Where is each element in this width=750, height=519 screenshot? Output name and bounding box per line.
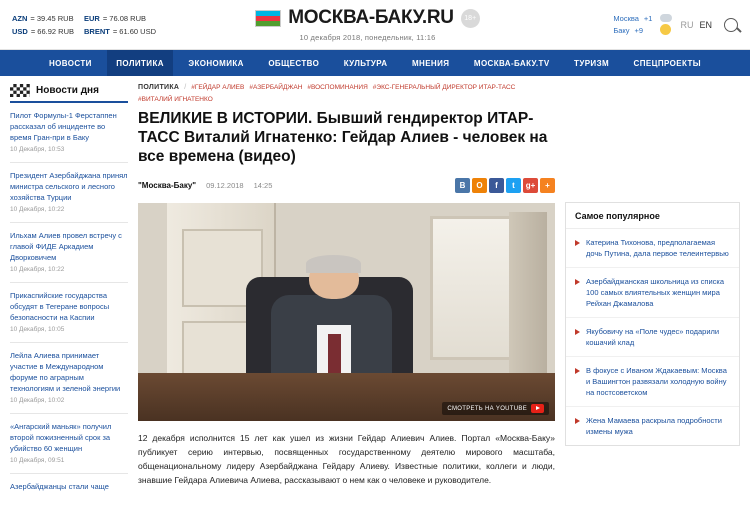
youtube-watch-badge[interactable]	[442, 402, 549, 415]
popular-item-label[interactable]: Катерина Тихонова, предполагаемая дочь Путина, дала первое телеинтервью	[586, 238, 729, 258]
arrow-right-icon	[575, 368, 580, 374]
sidebar-left	[10, 84, 128, 501]
rate-azn: AZN = 39.45 RUB	[12, 13, 74, 23]
checker-flag-icon	[10, 84, 30, 97]
photo-curtain	[509, 212, 547, 373]
youtube-play-icon[interactable]	[531, 404, 544, 413]
nav-item-politika[interactable]: ПОЛИТИКА	[107, 50, 173, 76]
news-title[interactable]: Азербайджанцы стали чаще	[10, 482, 109, 491]
divider	[10, 162, 128, 163]
list-item[interactable]	[566, 357, 739, 407]
list-item[interactable]	[10, 170, 128, 213]
list-item[interactable]	[566, 268, 739, 318]
divider	[10, 473, 128, 474]
article-column	[138, 84, 555, 501]
popular-item-label[interactable]: Азербайджанская школьница из списка 100 самых влиятельных женщин мира Рейхан Джамалова	[586, 277, 725, 308]
currency-rates	[12, 12, 162, 38]
article-tag[interactable]: #ГЕЙДАР АЛИЕВ	[191, 84, 245, 91]
arrow-right-icon	[575, 279, 580, 285]
list-item[interactable]	[10, 421, 128, 464]
site-logo[interactable]	[162, 7, 573, 42]
list-item[interactable]	[10, 481, 128, 492]
divider	[10, 222, 128, 223]
nav-item-ekonomika[interactable]: ЭКОНОМИКА	[188, 58, 244, 68]
rates-row	[12, 12, 162, 25]
lang-en[interactable]: EN	[699, 19, 712, 30]
facebook-share-icon[interactable]: f	[489, 178, 504, 193]
age-rating-badge: 18+	[461, 9, 480, 28]
nav-item-turizm[interactable]: ТУРИЗМ	[574, 58, 610, 68]
arrow-right-icon	[575, 329, 580, 335]
article-tag[interactable]: #ВОСПОМИНАНИЯ	[307, 84, 368, 91]
azerbaijan-flag-icon	[255, 10, 281, 27]
article-body	[138, 431, 555, 487]
cloud-icon	[660, 14, 672, 22]
logo-line	[255, 7, 479, 29]
breadcrumb-separator: /	[184, 84, 187, 91]
sidebar-right	[565, 84, 740, 501]
news-date: 10 Декабря, 09:51	[10, 457, 65, 464]
divider	[10, 342, 128, 343]
popular-item-label[interactable]: Жена Мамаева раскрыла подробности измены мужа	[586, 416, 722, 436]
arrow-right-icon	[575, 418, 580, 424]
rate-brent: BRENT = 61.60 USD	[84, 26, 156, 36]
news-title[interactable]: Ильхам Алиев провел встречу с главой ФИДЕ Аркадием Дворковичем	[10, 231, 122, 262]
news-title[interactable]: Лейла Алиева принимает участие в Международном форуме по аграрным технологиям и зеленой энергии	[10, 351, 121, 393]
weather-baku: Баку +9	[613, 25, 644, 35]
article-video-thumbnail[interactable]	[138, 203, 555, 421]
most-popular-box	[565, 202, 740, 446]
article-tag[interactable]: #ВИТАЛИЙ ИГНАТЕНКО	[138, 96, 213, 103]
youtube-badge-label: СМОТРЕТЬ НА YOUTUBE	[447, 405, 527, 412]
article-byline	[138, 174, 555, 199]
top-bar	[0, 0, 750, 50]
news-date: 10 Декабря, 10:22	[10, 266, 65, 273]
list-item[interactable]	[566, 229, 739, 268]
vk-share-icon[interactable]: В	[455, 178, 470, 193]
news-title[interactable]: Пилот Формулы-1 Ферстаппен рассказал об инциденте во время Гран-при в Баку	[10, 111, 117, 142]
article-source: "Москва-Баку"	[138, 181, 197, 190]
nav-item-kultura[interactable]: КУЛЬТУРА	[343, 58, 388, 68]
list-item[interactable]	[566, 318, 739, 357]
rate-usd: USD = 66.92 RUB	[12, 26, 74, 36]
news-date: 10 Декабря, 10:22	[10, 206, 65, 213]
list-item[interactable]	[566, 407, 739, 445]
weather-widget	[573, 13, 738, 37]
news-date: 10 Декабря, 10:02	[10, 397, 65, 404]
arrow-right-icon	[575, 240, 580, 246]
language-switcher[interactable]	[680, 20, 712, 30]
rate-eur: EUR = 76.08 RUB	[84, 13, 146, 23]
more-share-icon[interactable]: +	[540, 178, 555, 193]
nav-item-mneniya[interactable]: МНЕНИЯ	[411, 58, 450, 68]
article-tag[interactable]: #ЭКС-ГЕНЕРАЛЬНЫЙ ДИРЕКТОР ИТАР-ТАСС	[372, 84, 516, 91]
weather-cities	[613, 13, 652, 37]
divider	[10, 282, 128, 283]
divider	[10, 413, 128, 414]
rates-row	[12, 25, 162, 38]
nav-item-tv[interactable]: МОСКВА-БАКУ.TV	[473, 58, 550, 68]
popular-item-label[interactable]: В фокусе с Иваном Ждакаевым: Москва и Вашингтон развязали холодную войну на постсоветском	[586, 366, 727, 397]
search-icon[interactable]	[724, 18, 738, 32]
popular-item-label[interactable]: Якубовичу на «Поле чудес» подарили кошачий клад	[586, 327, 720, 347]
page-title: ВЕЛИКИЕ В ИСТОРИИ. Бывший гендиректор ИТАР-ТАСС Виталий Игнатенко: Гейдар Алиев - человек на все времена (видео)	[138, 110, 548, 165]
content-area	[0, 76, 750, 501]
list-item[interactable]	[10, 290, 128, 333]
article-time: 14:25	[253, 181, 273, 190]
googleplus-share-icon[interactable]: g+	[523, 178, 538, 193]
article-date: 09.12.2018	[206, 181, 244, 190]
share-buttons	[455, 178, 555, 193]
photo-person-hair	[306, 255, 361, 272]
current-date: 10 декабря 2018, понедельник, 11:16	[299, 33, 436, 42]
article-tag[interactable]: #АЗЕРБАЙДЖАН	[249, 84, 303, 91]
sun-icon	[660, 24, 671, 35]
ok-share-icon[interactable]: О	[472, 178, 487, 193]
news-date: 10 Декабря, 10:05	[10, 326, 65, 333]
list-item[interactable]	[10, 350, 128, 404]
news-title[interactable]: Прикаспийские государства обсудят в Тегеране вопросы безопасности на Каспии	[10, 291, 110, 322]
nav-item-specproekty[interactable]: СПЕЦПРОЕКТЫ	[633, 58, 701, 68]
lang-ru[interactable]: RU	[680, 19, 694, 30]
news-title[interactable]: Президент Азербайджана принял министра сельского и лесного хозяйства Турции	[10, 171, 128, 202]
list-item[interactable]	[10, 230, 128, 273]
news-title[interactable]: «Ангарский маньяк» получил второй пожизненный срок за убийство 60 женщин	[10, 422, 112, 453]
article-category[interactable]: ПОЛИТИКА	[138, 84, 180, 91]
main-navigation	[0, 50, 750, 76]
news-of-day-header	[10, 84, 128, 103]
nav-item-novosti[interactable]: НОВОСТИ	[49, 58, 92, 68]
list-item[interactable]	[10, 110, 128, 153]
breadcrumb	[138, 84, 555, 103]
most-popular-title: Самое популярное	[566, 203, 739, 229]
news-date: 10 Декабря, 10:53	[10, 146, 65, 153]
weather-moscow: Москва +1	[613, 13, 653, 23]
article-paragraph: 12 декабря исполнится 15 лет как ушел из жизни Гейдар Алиевич Алиев. Портал «Москва-Баку» публикует серию интервью, посвященных государственному деятелю мирового масштаба, общенациональному лидеру Азербайджана Гейдару Алиеву. Известные политики, коллеги и люди, знавшие Гейдара Алиевича Алиева, рассказывают о нем как о человеке и руководителе.	[138, 433, 555, 485]
nav-item-obshchestvo[interactable]: ОБЩЕСТВО	[268, 58, 320, 68]
logo-text: МОСКВА-БАКУ.RU	[288, 7, 454, 28]
weather-icons	[660, 14, 672, 35]
twitter-share-icon[interactable]: t	[506, 178, 521, 193]
news-of-day-title: Новости дня	[36, 85, 99, 96]
